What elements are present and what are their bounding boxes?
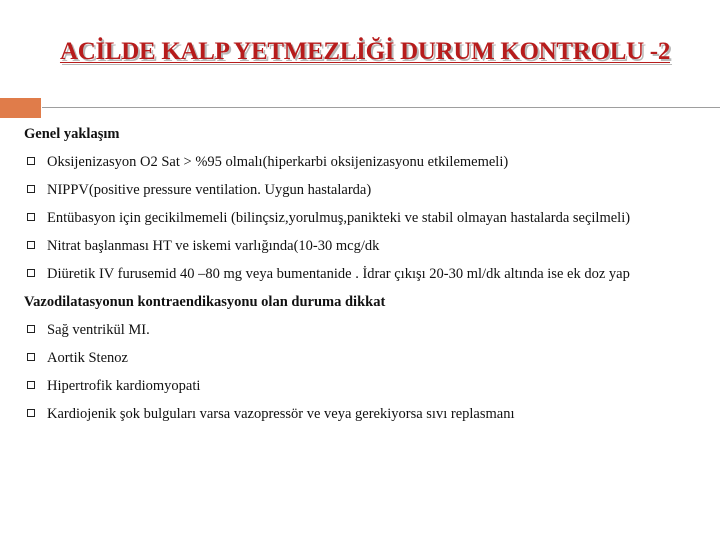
slide-title: ACİLDE KALP YETMEZLİĞİ DURUM KONTROLU -2 [59,38,671,65]
bullet-list-contraindication [24,320,704,424]
list-item [24,208,704,228]
list-item [24,236,704,256]
list-item [24,404,704,424]
list-item-text: Hipertrofik kardiomyopati [47,378,201,394]
square-bullet-icon [27,381,35,389]
square-bullet-icon [27,213,35,221]
list-item-text: Sağ ventrikül MI. [47,322,150,338]
divider-rule [42,107,720,108]
square-bullet-icon [27,409,35,417]
square-bullet-icon [27,241,35,249]
list-item-text: Diüretik IV furusemid 40 –80 mg veya bumentanide . İdrar çıkışı 20-30 ml/dk altında ise ek doz yap [47,266,630,282]
list-item-text: Entübasyon için gecikilmemeli (bilinçsiz,yorulmuş,panikteki ve stabil olmayan hastalarda seçilmeli) [47,210,631,226]
square-bullet-icon [27,325,35,333]
list-item-text: Kardiojenik şok bulguları varsa vazopressör ve veya gerekiyorsa sıvı replasmanı [47,406,515,422]
square-bullet-icon [27,185,35,193]
list-item [24,152,704,172]
bullet-list-general [24,152,704,284]
square-bullet-icon [27,269,35,277]
square-bullet-icon [27,353,35,361]
slide-content [24,124,704,432]
section-heading-general: Genel yaklaşım [24,126,120,142]
list-item-text: NIPPV(positive pressure ventilation. Uygun hastalarda) [47,182,372,198]
list-item [24,320,704,340]
list-item-text: Oksijenizasyon O2 Sat > %95 olmalı(hiperkarbi oksijenizasyonu etkilememeli) [47,154,509,170]
list-item [24,348,704,368]
list-item [24,264,704,284]
square-bullet-icon [27,157,35,165]
list-item-text: Aortik Stenoz [47,350,128,366]
list-item [24,376,704,396]
accent-block [0,98,41,118]
list-item [24,180,704,200]
section-heading-contraindication: Vazodilatasyonun kontraendikasyonu olan duruma dikkat [24,294,386,310]
list-item-text: Nitrat başlanması HT ve iskemi varlığında(10-30 mcg/dk [47,238,380,254]
